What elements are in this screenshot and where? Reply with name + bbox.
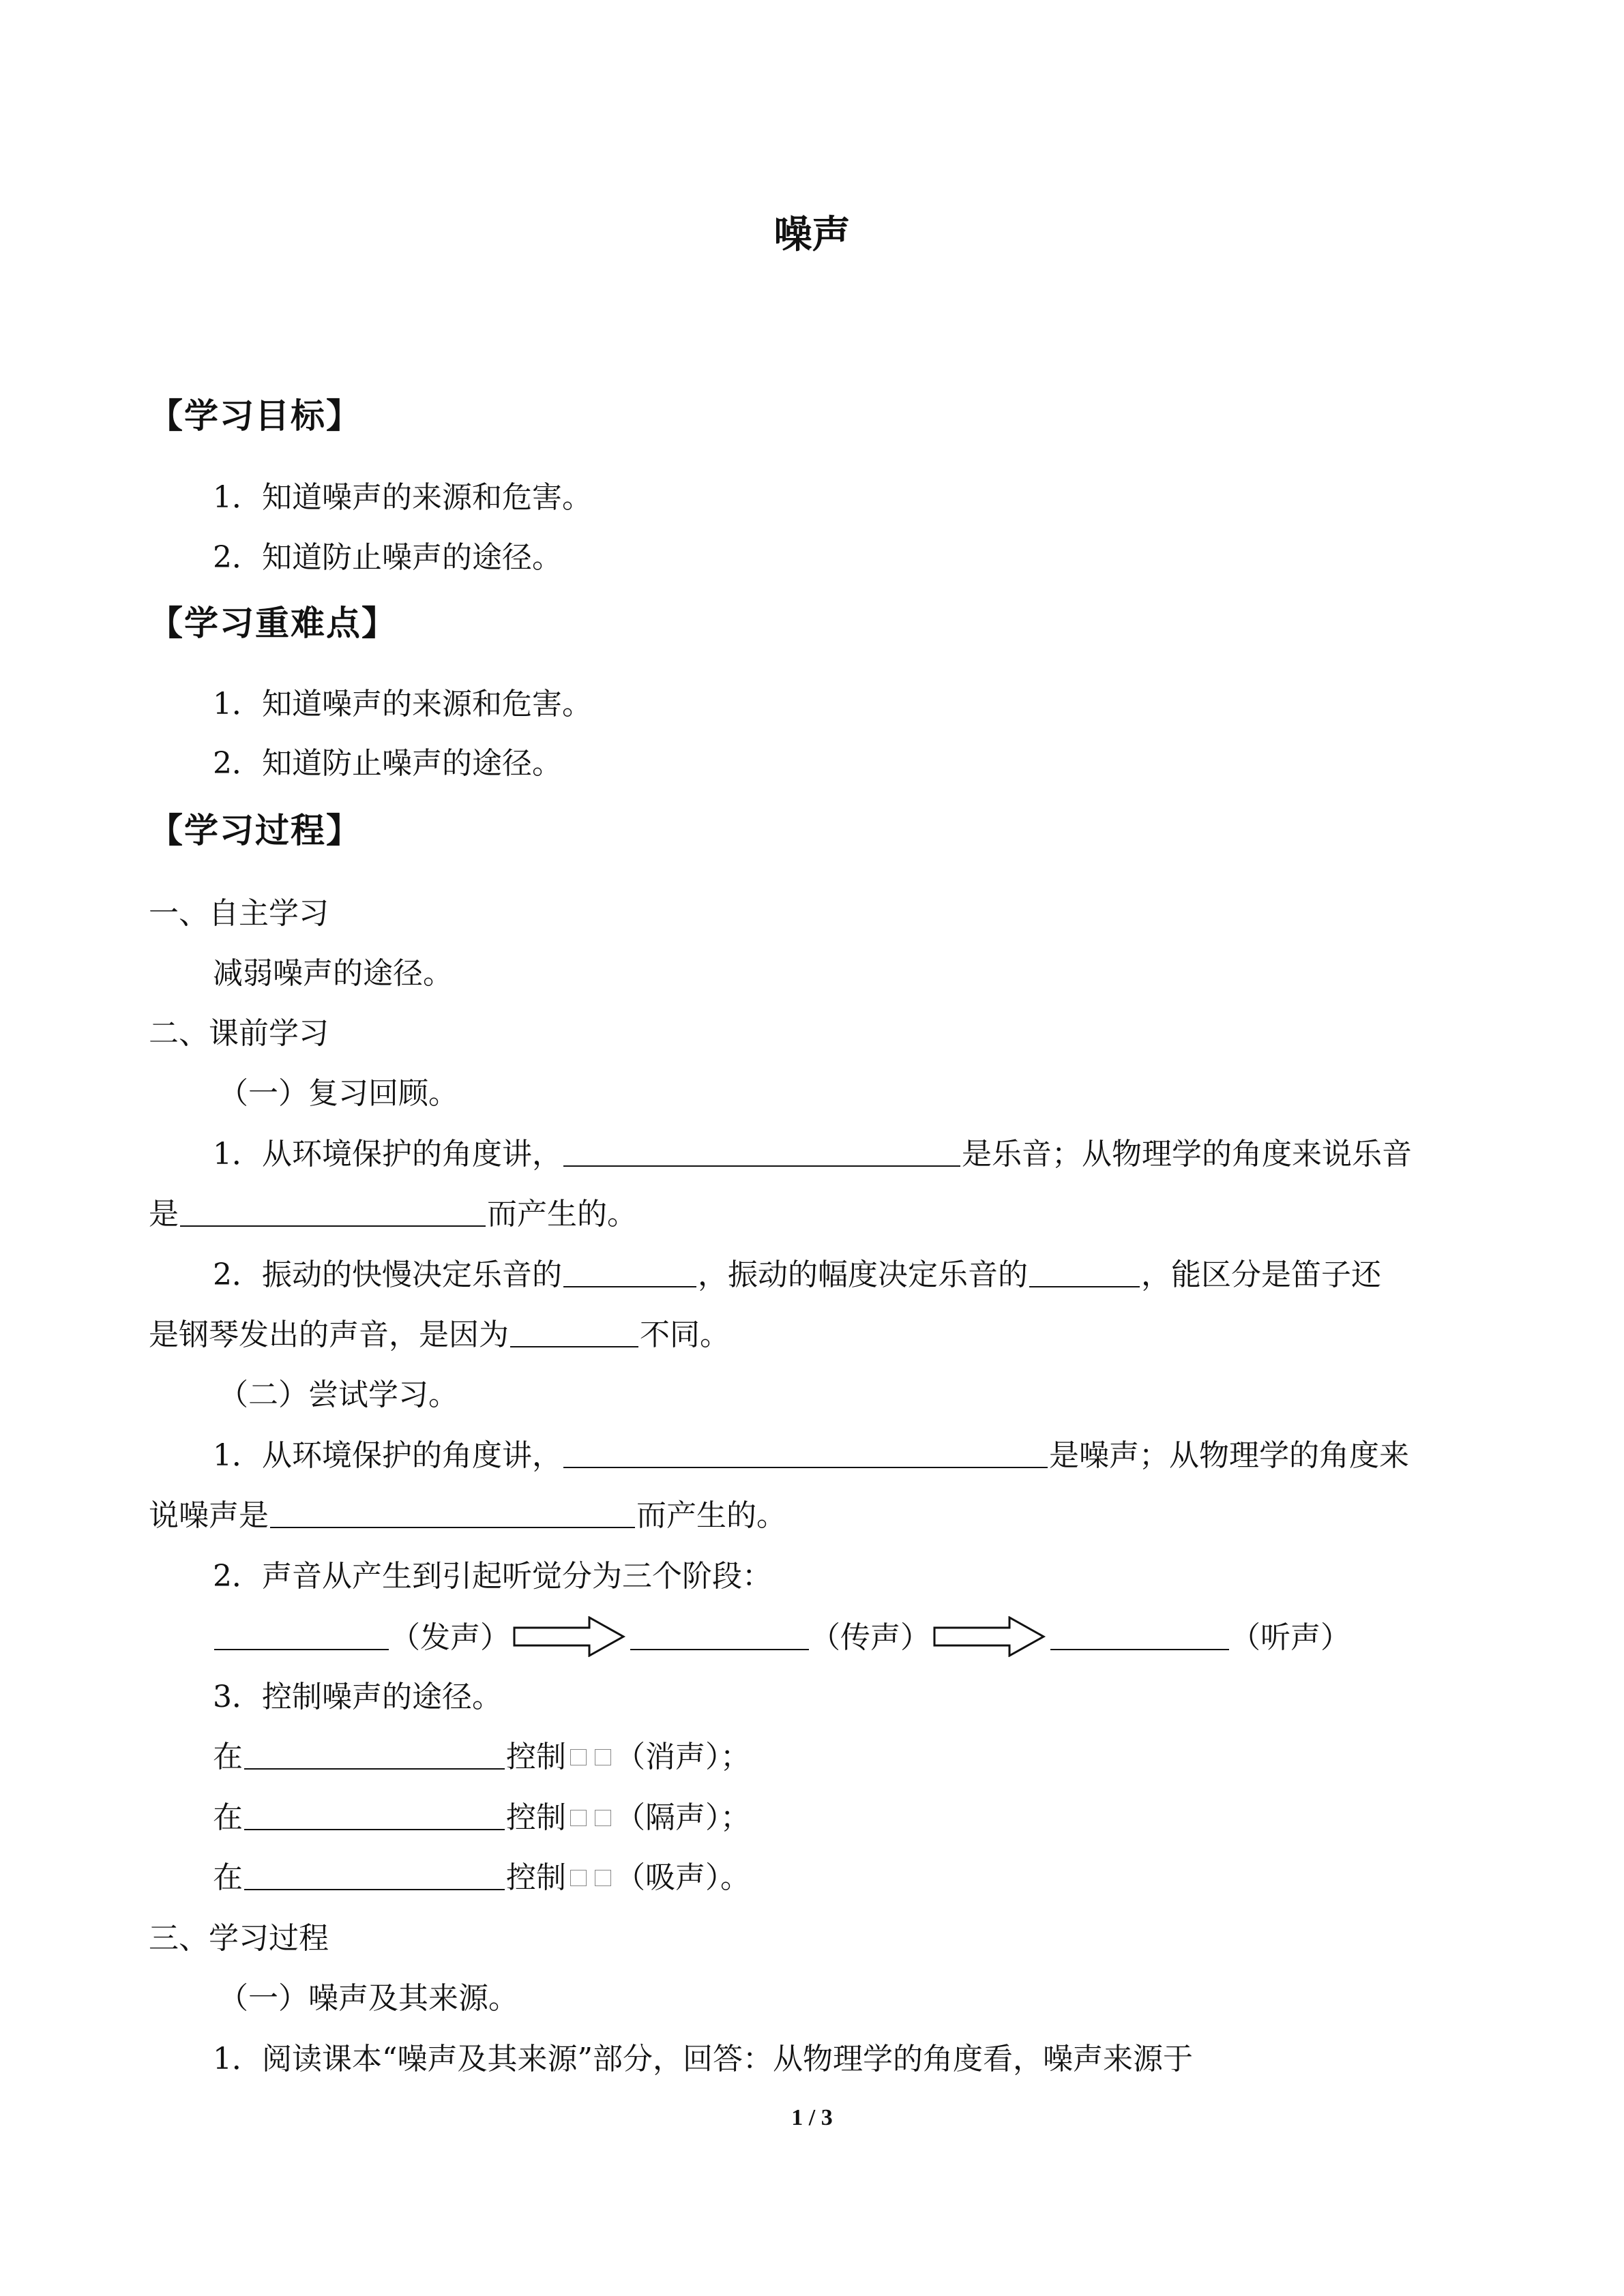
goal-item-1: 1．知道噪声的来源和危害。: [213, 480, 592, 515]
try-question-3-title: 3．控制噪声的途径。: [213, 1680, 502, 1714]
part1-title: 一、自主学习: [149, 896, 329, 931]
answer-blank[interactable]: [630, 1619, 809, 1650]
key-point-item-2: 2．知道防止噪声的途径。: [213, 746, 562, 781]
control-method-1: （消声）；: [615, 1740, 750, 1774]
empty-box-icon: [595, 1749, 611, 1765]
answer-blank[interactable]: [510, 1316, 638, 1347]
at-label: 在: [213, 1800, 243, 1835]
part3-title: 三、学习过程: [149, 1921, 329, 1956]
control-label: 控制: [506, 1800, 566, 1835]
at-label: 在: [213, 1860, 243, 1895]
right-arrow-icon: [513, 1616, 626, 1657]
answer-blank[interactable]: [244, 1738, 505, 1770]
goal-item-2: 2．知道防止噪声的途径。: [213, 540, 562, 575]
answer-blank[interactable]: [1029, 1256, 1140, 1287]
sound-stages-row: [213, 1616, 1350, 1658]
part2-sub2: （二）尝试学习。: [218, 1377, 458, 1412]
q2-text-b: ，振动的幅度决定乐音的: [698, 1257, 1028, 1292]
review-question-2-line2: [149, 1315, 730, 1356]
try-question-2-title: 2．声音从产生到引起听觉分为三个阶段：: [213, 1559, 772, 1594]
part3-question-1: 1．阅读课本“噪声及其来源”部分，回答：从物理学的角度看，噪声来源于: [213, 2042, 1193, 2076]
answer-blank[interactable]: [270, 1497, 635, 1528]
try-question-1-line2: [149, 1495, 786, 1536]
review-question-1-line2: [149, 1194, 637, 1235]
stage-label-3: （听声）: [1230, 1620, 1350, 1655]
control-label: 控制: [506, 1860, 566, 1895]
q3-text-c: 说噪声是: [149, 1498, 269, 1533]
q1-text-b: 是乐音；从物理学的角度来说乐音: [962, 1137, 1412, 1172]
right-arrow-icon: [933, 1616, 1046, 1657]
stage-label-1: （发声）: [390, 1620, 510, 1655]
q3-text-d: 而产生的。: [636, 1498, 786, 1533]
control-row-3: [213, 1858, 750, 1898]
q2-text-a: 2．振动的快慢决定乐音的: [213, 1257, 562, 1292]
empty-box-icon: [570, 1870, 587, 1886]
q2-text-e: 不同。: [640, 1317, 730, 1352]
q1-text-d: 而产生的。: [487, 1197, 637, 1232]
control-row-2: [213, 1798, 750, 1838]
part3-sub1: （一）噪声及其来源。: [218, 1981, 518, 2016]
answer-blank[interactable]: [1050, 1619, 1229, 1650]
part1-text: 减弱噪声的途径。: [213, 956, 453, 991]
control-label: 控制: [506, 1740, 566, 1774]
q3-text-b: 是噪声；从物理学的角度来: [1049, 1438, 1409, 1473]
q2-text-c: ，能区分是笛子还: [1141, 1257, 1381, 1292]
section-heading-process: 【学习过程】: [149, 811, 361, 850]
page-number: 1 / 3: [791, 2105, 833, 2130]
answer-blank[interactable]: [563, 1256, 696, 1287]
q2-text-d: 是钢琴发出的声音，是因为: [149, 1317, 509, 1352]
section-heading-goals: 【学习目标】: [149, 396, 361, 436]
empty-box-icon: [570, 1749, 587, 1765]
answer-blank[interactable]: [563, 1437, 1048, 1468]
empty-box-icon: [595, 1870, 611, 1886]
q1-text-a: 1．从环境保护的角度讲，: [213, 1137, 562, 1172]
control-method-2: （隔声）；: [615, 1800, 750, 1835]
part2-title: 二、课前学习: [149, 1016, 329, 1051]
page-title: 噪声: [773, 213, 851, 257]
control-method-3: （吸声）。: [615, 1860, 750, 1895]
empty-box-icon: [595, 1810, 611, 1826]
control-row-1: [213, 1737, 750, 1778]
answer-blank[interactable]: [214, 1619, 389, 1650]
empty-box-icon: [570, 1810, 587, 1826]
review-question-1-line1: [213, 1134, 1412, 1175]
try-question-1-line1: [213, 1435, 1409, 1476]
part2-sub1: （一）复习回顾。: [218, 1076, 458, 1111]
q1-text-c: 是: [149, 1197, 179, 1232]
key-point-item-1: 1．知道噪声的来源和危害。: [213, 687, 592, 721]
answer-blank[interactable]: [563, 1135, 960, 1167]
stage-label-2: （传声）: [810, 1620, 930, 1655]
q3-text-a: 1．从环境保护的角度讲，: [213, 1438, 562, 1473]
at-label: 在: [213, 1740, 243, 1774]
answer-blank[interactable]: [180, 1195, 486, 1227]
answer-blank[interactable]: [244, 1799, 505, 1830]
section-heading-key-points: 【学习重难点】: [149, 603, 397, 643]
answer-blank[interactable]: [244, 1859, 505, 1890]
review-question-2-line1: [213, 1255, 1381, 1296]
